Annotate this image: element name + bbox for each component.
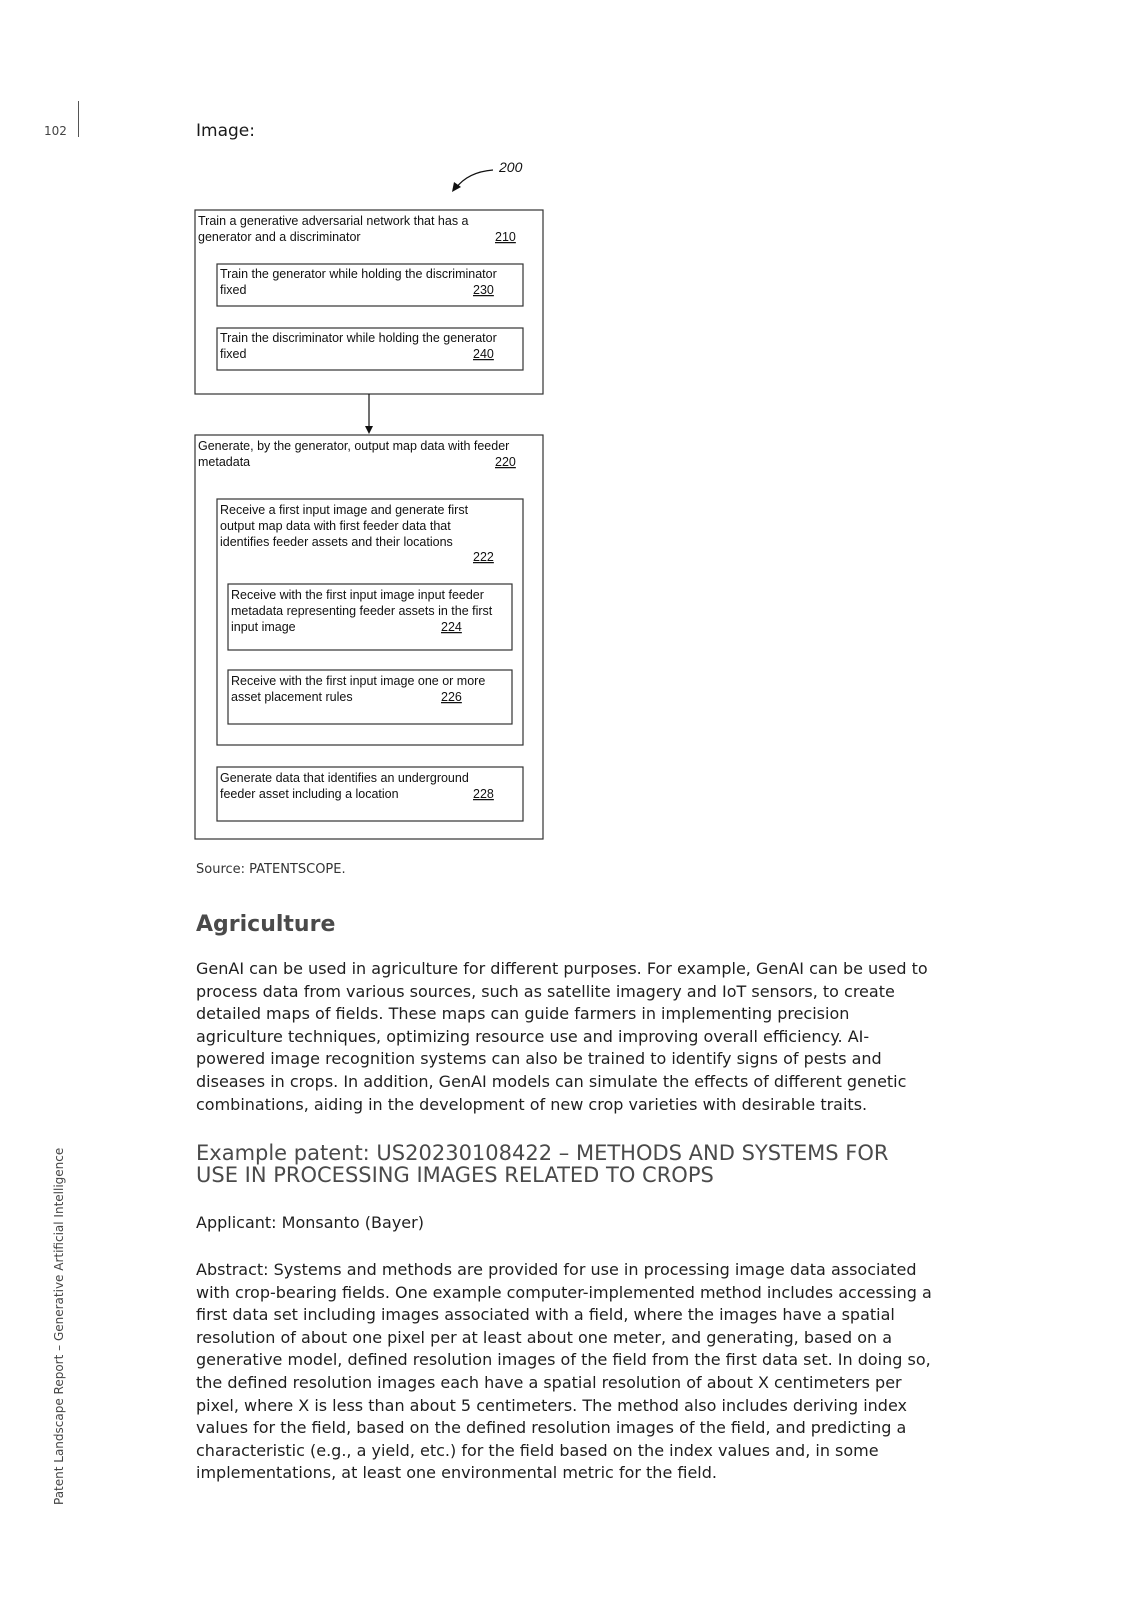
box-240-line1: Train the discriminator while holding the generator bbox=[220, 331, 497, 345]
box-226-line1: Receive with the first input image one or more bbox=[231, 674, 486, 688]
figure-ref-number: 200 bbox=[499, 160, 523, 175]
box-222-line3: identifies feeder assets and their locations bbox=[220, 535, 453, 549]
box-222-line2: output map data with first feeder data that bbox=[220, 519, 451, 533]
box-230 bbox=[217, 264, 523, 306]
box-240-line2: fixed bbox=[220, 347, 247, 361]
box-210-line1: Train a generative adversarial network that has a bbox=[198, 214, 469, 228]
box-224-ref: 224 bbox=[441, 620, 462, 634]
patent-abstract: Abstract: Systems and methods are provided for use in processing image data associated with crop-bearing fields. One example computer-implemented method includes accessing a first data set including images associated with a field, where the images have a spatial resolution of about one pixel per at least about one meter, and generating, based on a generative model, defined resolution images of the field from the first data set. In doing so, the defined resolution images each have a spatial resolution of about X centimeters per pixel, where X is less than about 5 centimeters. The method also includes deriving index values for the field, based on the defined resolution images of the field, and predicting a characteristic (e.g., a yield, etc.) for the field based on the index values and, in some implementations, at least one environmental metric for the field. bbox=[196, 1260, 932, 1483]
box-228-line2: feeder asset including a location bbox=[220, 787, 399, 801]
page-number-divider bbox=[78, 101, 79, 137]
box-224-line3: input image bbox=[231, 620, 296, 634]
box-224-line2: metadata representing feeder assets in the first bbox=[231, 604, 493, 618]
box-240 bbox=[217, 328, 523, 370]
box-220-ref: 220 bbox=[495, 455, 516, 469]
section-paragraph: GenAI can be used in agriculture for different purposes. For example, GenAI can be used to process data from various sources, such as satellite imagery and IoT sensors, to create detailed maps of fields. These maps can guide farmers in implementing precision agriculture techniques, optimizing resource use and improving overall efficiency. AI-powered image recognition systems can also be trained to identify signs of pests and diseases in crops. In addition, GenAI models can simulate the effects of different genetic combinations, aiding in the development of new crop varieties with desirable traits. bbox=[196, 959, 928, 1114]
figure-source: Source: PATENTSCOPE. bbox=[196, 862, 346, 877]
patent-flow-diagram bbox=[188, 160, 548, 860]
box-228-line1: Generate data that identifies an underground bbox=[220, 771, 469, 785]
figure-ref-arrow bbox=[452, 160, 523, 192]
figure-label: Image: bbox=[196, 121, 255, 141]
box-230-ref: 230 bbox=[473, 283, 494, 297]
box-224-line1: Receive with the first input image input feeder bbox=[231, 588, 484, 602]
box-224 bbox=[228, 584, 512, 650]
box-230-line1: Train the generator while holding the discriminator bbox=[220, 267, 497, 281]
box-222-line1: Receive a first input image and generate first bbox=[220, 503, 469, 517]
patent-applicant: Applicant: Monsanto (Bayer) bbox=[196, 1213, 424, 1232]
box-220-line1: Generate, by the generator, output map data with feeder bbox=[198, 439, 510, 453]
box-228 bbox=[217, 767, 523, 821]
box-210 bbox=[195, 210, 543, 394]
flow-arrow bbox=[365, 394, 373, 434]
box-210-line2: generator and a discriminator bbox=[198, 230, 361, 244]
box-210-ref: 210 bbox=[495, 230, 516, 244]
section-heading: Agriculture bbox=[196, 912, 336, 937]
patent-heading: Example patent: US20230108422 – METHODS AND SYSTEMS FOR USE IN PROCESSING IMAGES RELATED TO CROPS bbox=[196, 1141, 889, 1187]
box-228-ref: 228 bbox=[473, 787, 494, 801]
page-number: 102 bbox=[44, 124, 67, 138]
box-240-ref: 240 bbox=[473, 347, 494, 361]
box-220-line2: metadata bbox=[198, 455, 251, 469]
box-226-line2: asset placement rules bbox=[231, 690, 353, 704]
report-side-label: Patent Landscape Report – Generative Artificial Intelligence bbox=[52, 1147, 66, 1505]
box-226-ref: 226 bbox=[441, 690, 462, 704]
box-230-line2: fixed bbox=[220, 283, 247, 297]
box-222-ref: 222 bbox=[473, 550, 494, 564]
box-226 bbox=[228, 670, 512, 724]
